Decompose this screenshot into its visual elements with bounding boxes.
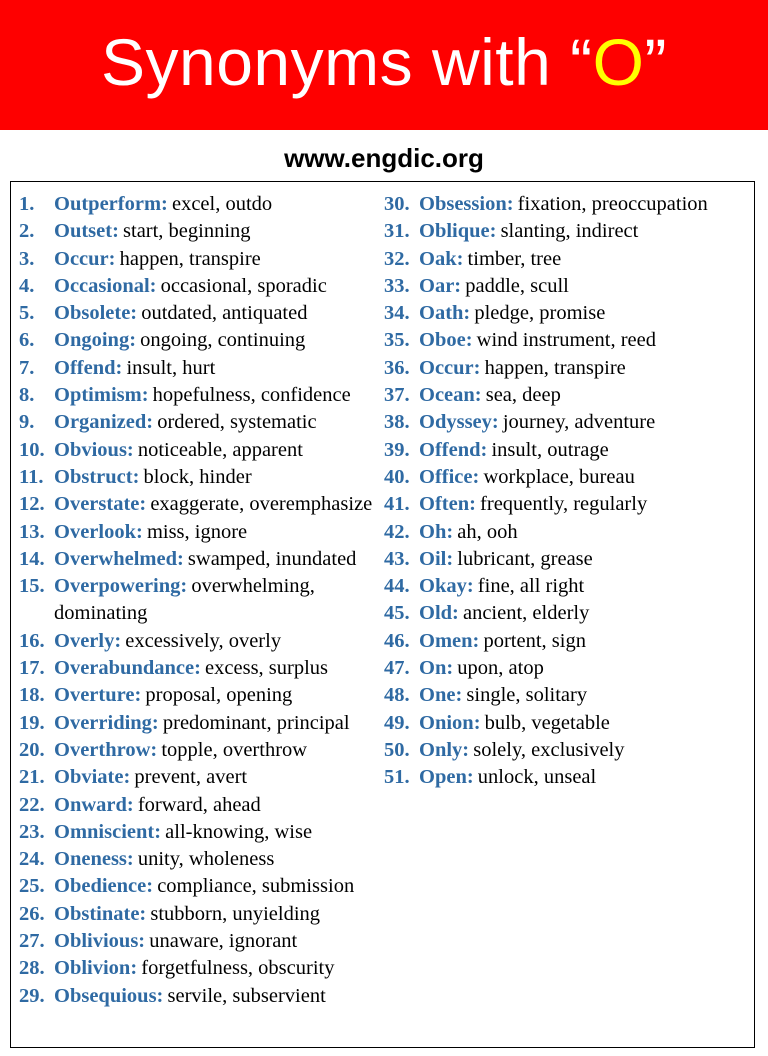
list-item xyxy=(19,655,381,682)
list-item xyxy=(384,682,754,709)
item-synonyms: predominant, principal xyxy=(162,711,350,734)
item-synonyms: happen, transpire xyxy=(119,247,261,270)
item-synonyms: block, hinder xyxy=(143,465,252,488)
item-text xyxy=(54,792,381,819)
item-number: 36. xyxy=(384,356,410,379)
item-synonyms: insult, outrage xyxy=(491,438,609,461)
list-item xyxy=(19,682,381,709)
item-synonyms: unity, wholeness xyxy=(137,848,275,871)
list-item xyxy=(19,327,381,354)
item-synonyms: miss, ignore xyxy=(146,520,248,543)
item-number: 34. xyxy=(384,302,410,325)
item-number: 20. xyxy=(19,738,45,761)
list-item xyxy=(19,955,381,982)
item-synonyms: hopefulness, confidence xyxy=(152,384,351,407)
item-number: 17. xyxy=(19,657,45,680)
item-number: 22. xyxy=(19,793,45,816)
item-synonyms: solely, exclusively xyxy=(473,738,625,761)
item-word: Office: xyxy=(419,465,480,488)
list-item xyxy=(384,464,754,491)
item-number: 12. xyxy=(19,493,45,516)
item-synonyms: swamped, inundated xyxy=(187,547,357,570)
item-word: Oar: xyxy=(419,274,462,297)
item-text xyxy=(54,655,381,682)
item-synonyms: insult, hurt xyxy=(126,356,216,379)
item-word: Obsolete: xyxy=(54,302,138,325)
item-synonyms: prevent, avert xyxy=(134,766,248,789)
item-synonyms: wind instrument, reed xyxy=(476,329,656,352)
item-text xyxy=(54,191,381,218)
item-word: Obsession: xyxy=(419,193,514,215)
list-item xyxy=(384,573,754,600)
item-synonyms: ongoing, continuing xyxy=(140,329,306,352)
item-word: Oblivious: xyxy=(54,930,146,953)
item-number: 28. xyxy=(19,957,45,980)
item-text xyxy=(54,246,381,273)
item-text xyxy=(54,573,381,628)
list-item xyxy=(19,710,381,737)
item-word: Occur: xyxy=(54,247,116,270)
item-word: Omen: xyxy=(419,629,480,652)
item-text xyxy=(419,409,754,436)
title-close-quote: ” xyxy=(644,25,667,99)
item-text xyxy=(419,519,754,546)
item-synonyms: excessively, overly xyxy=(125,629,282,652)
item-word: Overabundance: xyxy=(54,657,201,680)
item-word: Old: xyxy=(419,602,459,625)
item-synonyms: occasional, sporadic xyxy=(160,274,327,297)
item-text xyxy=(419,546,754,573)
item-number: 46. xyxy=(384,629,410,652)
item-number: 3. xyxy=(19,247,35,270)
item-number: 47. xyxy=(384,657,410,680)
list-item xyxy=(384,191,754,218)
item-word: Overwhelmed: xyxy=(54,547,184,570)
item-synonyms: journey, adventure xyxy=(502,411,656,434)
item-text xyxy=(419,573,754,600)
item-synonyms: excess, surplus xyxy=(205,657,329,680)
item-word: Okay: xyxy=(419,575,474,598)
item-number: 18. xyxy=(19,684,45,707)
item-text xyxy=(54,300,381,327)
item-word: Occur: xyxy=(419,356,481,379)
item-synonyms: compliance, submission xyxy=(157,875,355,898)
item-text xyxy=(54,546,381,573)
list-item xyxy=(384,355,754,382)
item-text xyxy=(54,519,381,546)
item-synonyms: stubborn, unyielding xyxy=(150,902,321,925)
item-word: Oboe: xyxy=(419,329,473,352)
item-number: 24. xyxy=(19,848,45,871)
list-item xyxy=(384,519,754,546)
list-item xyxy=(384,628,754,655)
item-synonyms: noticeable, apparent xyxy=(137,438,303,461)
item-number: 49. xyxy=(384,711,410,734)
item-number: 41. xyxy=(384,493,410,516)
item-text xyxy=(419,355,754,382)
item-text xyxy=(419,382,754,409)
item-synonyms: timber, tree xyxy=(467,247,562,270)
list-item xyxy=(384,737,754,764)
item-number: 7. xyxy=(19,356,35,379)
item-number: 31. xyxy=(384,220,410,243)
list-item xyxy=(19,409,381,436)
item-synonyms: lubricant, grease xyxy=(457,547,593,570)
item-number: 44. xyxy=(384,575,410,598)
left-column xyxy=(19,191,381,1010)
item-number: 10. xyxy=(19,438,45,461)
item-synonyms: servile, subservient xyxy=(167,984,326,1007)
item-number: 33. xyxy=(384,274,410,297)
item-word: Obedience: xyxy=(54,875,154,898)
item-text xyxy=(54,628,381,655)
item-text xyxy=(54,955,381,982)
item-number: 4. xyxy=(19,274,35,297)
item-word: Outperform: xyxy=(54,193,168,215)
item-text xyxy=(419,191,754,218)
title-banner xyxy=(0,0,768,130)
item-synonyms: start, beginning xyxy=(123,220,251,243)
item-synonyms: single, solitary xyxy=(466,684,588,707)
item-word: Overthrow: xyxy=(54,738,158,761)
list-item xyxy=(384,764,754,791)
item-synonyms: forgetfulness, obscurity xyxy=(141,957,335,980)
item-text xyxy=(419,682,754,709)
item-text xyxy=(54,682,381,709)
item-number: 6. xyxy=(19,329,35,352)
item-synonyms: fixation, preoccupation xyxy=(517,193,708,215)
item-number: 27. xyxy=(19,930,45,953)
item-number: 38. xyxy=(384,411,410,434)
item-word: Overture: xyxy=(54,684,142,707)
item-synonyms: sea, deep xyxy=(485,384,561,407)
item-word: Organized: xyxy=(54,411,154,434)
item-text xyxy=(419,628,754,655)
item-synonyms: ah, ooh xyxy=(457,520,518,543)
item-text xyxy=(54,928,381,955)
item-synonyms: ordered, systematic xyxy=(157,411,317,434)
item-word: Overly: xyxy=(54,629,122,652)
item-word: Omniscient: xyxy=(54,820,162,843)
item-number: 43. xyxy=(384,547,410,570)
list-item xyxy=(19,846,381,873)
item-word: Oneness: xyxy=(54,848,134,871)
item-number: 21. xyxy=(19,766,45,789)
list-item xyxy=(19,792,381,819)
item-synonyms: paddle, scull xyxy=(465,274,569,297)
item-word: Obvious: xyxy=(54,438,134,461)
item-number: 35. xyxy=(384,329,410,352)
item-text xyxy=(54,437,381,464)
item-synonyms: exaggerate, overemphasize xyxy=(150,493,373,516)
list-item xyxy=(384,300,754,327)
item-word: Offend: xyxy=(54,356,123,379)
title-letter: O xyxy=(592,25,645,99)
item-text xyxy=(419,600,754,627)
item-synonyms: forward, ahead xyxy=(137,793,261,816)
item-word: Overlook: xyxy=(54,520,143,543)
item-number: 48. xyxy=(384,684,410,707)
list-item xyxy=(19,491,381,518)
item-word: Overstate: xyxy=(54,493,147,516)
list-item xyxy=(19,355,381,382)
item-text xyxy=(419,464,754,491)
right-column xyxy=(384,191,754,792)
item-number: 29. xyxy=(19,984,45,1007)
item-number: 42. xyxy=(384,520,410,543)
item-number: 5. xyxy=(19,302,35,325)
list-item xyxy=(19,246,381,273)
page-title xyxy=(101,25,667,99)
item-text xyxy=(419,327,754,354)
item-synonyms: workplace, bureau xyxy=(483,465,635,488)
item-text xyxy=(54,873,381,900)
item-synonyms: upon, atop xyxy=(457,657,544,680)
item-number: 14. xyxy=(19,547,45,570)
item-synonyms: proposal, opening xyxy=(145,684,293,707)
list-item xyxy=(19,437,381,464)
item-synonyms: unaware, ignorant xyxy=(149,930,298,953)
item-synonyms: ancient, elderly xyxy=(462,602,590,625)
item-text xyxy=(419,246,754,273)
website-url: www.engdic.org xyxy=(284,143,484,173)
item-synonyms: fine, all right xyxy=(477,575,585,598)
item-number: 8. xyxy=(19,384,35,407)
list-item xyxy=(19,873,381,900)
item-number: 13. xyxy=(19,520,45,543)
item-synonyms: slanting, indirect xyxy=(500,220,639,243)
item-number: 1. xyxy=(19,193,35,215)
item-word: Oblivion: xyxy=(54,957,138,980)
item-word: Onion: xyxy=(419,711,481,734)
item-number: 40. xyxy=(384,465,410,488)
item-synonyms: pledge, promise xyxy=(474,302,606,325)
item-text xyxy=(54,382,381,409)
item-text xyxy=(419,437,754,464)
item-number: 30. xyxy=(384,193,410,215)
item-text xyxy=(419,710,754,737)
item-synonyms: topple, overthrow xyxy=(161,738,308,761)
item-synonyms: bulb, vegetable xyxy=(484,711,610,734)
item-number: 37. xyxy=(384,384,410,407)
item-text xyxy=(419,300,754,327)
list-item xyxy=(384,655,754,682)
item-word: Obviate: xyxy=(54,766,131,789)
list-item xyxy=(19,382,381,409)
list-item xyxy=(384,710,754,737)
item-number: 9. xyxy=(19,411,35,434)
list-item xyxy=(384,546,754,573)
list-item xyxy=(384,327,754,354)
title-open-quote: “ xyxy=(570,25,593,99)
list-item xyxy=(19,628,381,655)
item-text xyxy=(54,764,381,791)
item-text xyxy=(54,327,381,354)
item-synonyms: outdated, antiquated xyxy=(141,302,308,325)
list-item xyxy=(384,382,754,409)
item-word: Oath: xyxy=(419,302,471,325)
item-synonyms: all-knowing, wise xyxy=(165,820,313,843)
item-number: 39. xyxy=(384,438,410,461)
item-text xyxy=(54,464,381,491)
item-word: Often: xyxy=(419,493,476,516)
item-synonyms: excel, outdo xyxy=(171,193,273,215)
item-number: 11. xyxy=(19,465,44,488)
item-text xyxy=(54,983,381,1010)
item-text xyxy=(54,273,381,300)
item-word: Obstruct: xyxy=(54,465,140,488)
item-word: Only: xyxy=(419,738,470,761)
list-item xyxy=(19,300,381,327)
item-number: 50. xyxy=(384,738,410,761)
list-item xyxy=(19,983,381,1010)
list-item xyxy=(19,737,381,764)
item-number: 32. xyxy=(384,247,410,270)
item-number: 19. xyxy=(19,711,45,734)
item-word: Overpowering: xyxy=(54,575,188,598)
item-word: Obsequious: xyxy=(54,984,164,1007)
item-text xyxy=(54,737,381,764)
item-text xyxy=(419,764,754,791)
item-word: Obstinate: xyxy=(54,902,147,925)
item-text xyxy=(419,491,754,518)
item-word: On: xyxy=(419,657,454,680)
item-word: Onward: xyxy=(54,793,134,816)
item-word: Odyssey: xyxy=(419,411,499,434)
item-text xyxy=(419,655,754,682)
list-item xyxy=(19,273,381,300)
item-word: Offend: xyxy=(419,438,488,461)
item-text xyxy=(54,710,381,737)
list-item xyxy=(19,464,381,491)
item-number: 51. xyxy=(384,766,410,789)
list-item xyxy=(19,764,381,791)
item-number: 2. xyxy=(19,220,35,243)
item-text xyxy=(54,901,381,928)
item-text xyxy=(54,491,381,518)
list-item xyxy=(19,519,381,546)
item-number: 45. xyxy=(384,602,410,625)
item-word: Oh: xyxy=(419,520,454,543)
item-text xyxy=(419,273,754,300)
list-item xyxy=(384,409,754,436)
list-item xyxy=(19,573,381,628)
item-word: Oil: xyxy=(419,547,454,570)
item-text xyxy=(54,819,381,846)
item-number: 26. xyxy=(19,902,45,925)
list-item xyxy=(384,273,754,300)
item-synonyms: overwhelming, dominating xyxy=(54,575,315,625)
item-word: Ocean: xyxy=(419,384,482,407)
item-word: Occasional: xyxy=(54,274,157,297)
list-item xyxy=(384,246,754,273)
item-text xyxy=(54,218,381,245)
item-synonyms: happen, transpire xyxy=(484,356,626,379)
item-word: Oblique: xyxy=(419,220,497,243)
list-item xyxy=(19,218,381,245)
item-word: Outset: xyxy=(54,220,119,243)
item-word: Overriding: xyxy=(54,711,159,734)
list-item xyxy=(19,819,381,846)
list-item xyxy=(384,218,754,245)
item-word: Ongoing: xyxy=(54,329,137,352)
item-word: Open: xyxy=(419,766,474,789)
list-item xyxy=(384,437,754,464)
list-item xyxy=(19,928,381,955)
item-text xyxy=(54,355,381,382)
item-synonyms: portent, sign xyxy=(483,629,586,652)
item-number: 23. xyxy=(19,820,45,843)
item-number: 15. xyxy=(19,575,45,598)
item-number: 16. xyxy=(19,629,45,652)
item-number: 25. xyxy=(19,875,45,898)
list-item xyxy=(384,491,754,518)
item-text xyxy=(54,846,381,873)
list-item xyxy=(19,191,381,218)
item-word: Oak: xyxy=(419,247,464,270)
item-text xyxy=(419,737,754,764)
item-synonyms: frequently, regularly xyxy=(480,493,648,516)
item-synonyms: unlock, unseal xyxy=(477,766,597,789)
list-item xyxy=(384,600,754,627)
list-item xyxy=(19,546,381,573)
title-prefix: Synonyms with xyxy=(101,25,571,99)
list-item xyxy=(19,901,381,928)
item-text xyxy=(54,409,381,436)
item-word: Optimism: xyxy=(54,384,149,407)
item-text xyxy=(419,218,754,245)
item-word: One: xyxy=(419,684,463,707)
